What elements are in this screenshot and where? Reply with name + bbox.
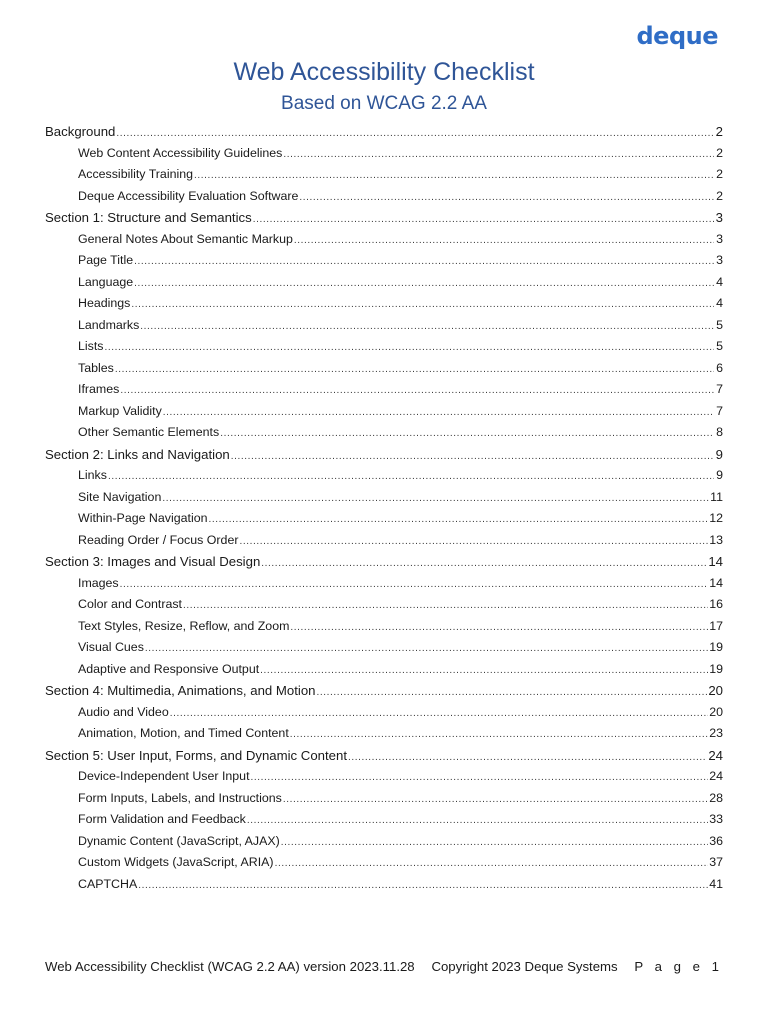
toc-dot-leader <box>134 272 714 295</box>
toc-subsection-entry[interactable] <box>45 250 723 272</box>
toc-dot-leader <box>183 594 708 617</box>
footer-page-number: P a g e 1 <box>634 959 723 974</box>
toc-subsection-entry[interactable] <box>45 788 723 810</box>
toc-dot-leader <box>194 164 714 187</box>
toc-entry-page-number: 4 <box>716 274 723 289</box>
toc-subsection-entry[interactable] <box>45 573 723 595</box>
toc-section-entry[interactable] <box>45 680 723 702</box>
toc-entry-page-number: 6 <box>716 360 723 375</box>
toc-entry-label: Web Content Accessibility Guidelines <box>78 145 283 160</box>
toc-dot-leader <box>131 293 714 316</box>
toc-entry-page-number: 23 <box>709 726 723 740</box>
deque-logo: deque <box>636 22 718 50</box>
toc-entry-page-number: 33 <box>709 812 723 826</box>
toc-entry-page-number: 24 <box>709 769 723 783</box>
toc-subsection-entry[interactable] <box>45 465 723 487</box>
toc-dot-leader <box>115 358 714 381</box>
toc-entry-page-number: 14 <box>708 554 723 569</box>
toc-dot-leader <box>294 229 714 252</box>
toc-subsection-entry[interactable] <box>45 766 723 788</box>
toc-entry-page-number: 19 <box>709 661 723 676</box>
toc-entry-page-number: 17 <box>709 618 723 633</box>
page-title: Web Accessibility Checklist <box>233 58 535 86</box>
toc-subsection-entry[interactable] <box>45 637 723 659</box>
toc-dot-leader <box>163 401 714 424</box>
toc-entry-label: Reading Order / Focus Order <box>78 532 239 547</box>
toc-dot-leader <box>283 143 714 166</box>
toc-subsection-entry[interactable] <box>45 831 723 853</box>
toc-section-entry[interactable] <box>45 121 723 143</box>
toc-subsection-entry[interactable] <box>45 659 723 681</box>
toc-subsection-entry[interactable] <box>45 272 723 294</box>
toc-entry-page-number: 3 <box>715 210 723 225</box>
toc-entry-page-number: 11 <box>710 489 723 504</box>
toc-dot-leader <box>231 444 714 468</box>
toc-subsection-entry[interactable] <box>45 379 723 401</box>
toc-subsection-entry[interactable] <box>45 358 723 380</box>
toc-entry-page-number: 9 <box>716 468 723 482</box>
toc-entry-page-number: 16 <box>709 597 723 611</box>
toc-dot-leader <box>104 336 714 359</box>
toc-entry-label: Headings <box>78 296 131 310</box>
toc-entry-page-number: 36 <box>709 833 723 848</box>
toc-dot-leader <box>140 315 714 338</box>
toc-entry-page-number: 20 <box>709 704 723 719</box>
toc-dot-leader <box>281 831 708 854</box>
toc-entry-page-number: 41 <box>709 876 723 891</box>
toc-entry-label: Markup Validity <box>78 403 162 418</box>
toc-entry-page-number: 2 <box>716 188 723 203</box>
toc-entry-page-number: 7 <box>716 382 723 396</box>
toc-entry-page-number: 2 <box>716 145 723 160</box>
toc-entry-page-number: 37 <box>709 855 723 869</box>
toc-entry-label: Section 4: Multimedia, Animations, and Motion <box>45 683 316 698</box>
toc-subsection-entry[interactable] <box>45 293 723 315</box>
toc-entry-label: Custom Widgets (JavaScript, ARIA) <box>78 855 274 869</box>
toc-dot-leader <box>239 530 708 553</box>
toc-entry-label: Section 1: Structure and Semantics <box>45 210 252 225</box>
toc-entry-page-number: 24 <box>708 747 723 763</box>
toc-entry-label: Text Styles, Resize, Reflow, and Zoom <box>78 618 290 633</box>
page-footer <box>45 959 723 974</box>
footer-version: Web Accessibility Checklist (WCAG 2.2 AA) version 2023.11.28 <box>45 959 415 974</box>
toc-entry-page-number: 14 <box>709 575 723 590</box>
toc-entry-label: Section 2: Links and Navigation <box>45 446 230 462</box>
toc-entry-label: Color and Contrast <box>78 597 182 611</box>
toc-entry-label: Images <box>78 575 119 590</box>
toc-dot-leader <box>120 379 714 402</box>
toc-entry-label: Background <box>45 124 116 139</box>
toc-entry-label: Section 5: User Input, Forms, and Dynamic Content <box>45 747 347 763</box>
toc-dot-leader <box>138 874 708 897</box>
toc-dot-leader <box>317 680 708 704</box>
toc-entry-label: Accessibility Training <box>78 167 194 181</box>
toc-section-entry[interactable] <box>45 551 723 573</box>
toc-entry-page-number: 12 <box>709 511 723 525</box>
toc-dot-leader <box>251 766 709 789</box>
toc-entry-label: Links <box>78 468 107 482</box>
toc-subsection-entry[interactable] <box>45 401 723 423</box>
toc-entry-label: Tables <box>78 360 114 375</box>
toc-dot-leader <box>290 616 708 639</box>
toc-section-entry[interactable] <box>45 444 723 466</box>
toc-dot-leader <box>290 723 708 746</box>
toc-subsection-entry[interactable] <box>45 852 723 874</box>
toc-subsection-entry[interactable] <box>45 723 723 745</box>
toc-dot-leader <box>261 551 707 575</box>
toc-subsection-entry[interactable] <box>45 874 723 896</box>
toc-entry-page-number: 13 <box>709 532 723 547</box>
toc-entry-page-number: 8 <box>716 425 723 439</box>
toc-subsection-entry[interactable] <box>45 186 723 208</box>
toc-entry-page-number: 3 <box>716 253 723 267</box>
toc-dot-leader <box>275 852 709 875</box>
toc-entry-page-number: 2 <box>716 167 723 181</box>
toc-subsection-entry[interactable] <box>45 422 723 444</box>
toc-entry-label: Within-Page Navigation <box>78 511 208 525</box>
toc-dot-leader <box>260 659 708 682</box>
toc-dot-leader <box>170 702 708 725</box>
toc-dot-leader <box>283 788 708 811</box>
toc-entry-label: Device-Independent User Input <box>78 769 250 783</box>
toc-subsection-entry[interactable] <box>45 336 723 358</box>
footer-copyright: Copyright 2023 Deque Systems <box>431 959 618 974</box>
toc-entry-label: CAPTCHA <box>78 876 138 891</box>
toc-entry-label: Visual Cues <box>78 640 144 654</box>
toc-entry-label: Adaptive and Responsive Output <box>78 661 260 676</box>
toc-dot-leader <box>220 422 714 445</box>
toc-subsection-entry[interactable] <box>45 702 723 724</box>
toc-entry-page-number: 28 <box>709 790 723 805</box>
toc-entry-label: Form Validation and Feedback <box>78 812 246 826</box>
toc-entry-label: Other Semantic Elements <box>78 425 220 439</box>
toc-dot-leader <box>348 745 707 769</box>
toc-dot-leader <box>120 573 709 596</box>
toc-entry-label: Audio and Video <box>78 704 169 719</box>
toc-entry-page-number: 7 <box>716 403 723 418</box>
toc-dot-leader <box>253 207 714 231</box>
toc-entry-page-number: 19 <box>709 640 723 654</box>
toc-entry-label: Form Inputs, Labels, and Instructions <box>78 790 282 805</box>
toc-entry-label: Dynamic Content (JavaScript, AJAX) <box>78 833 280 848</box>
toc-section-entry[interactable] <box>45 207 723 229</box>
toc-subsection-entry[interactable] <box>45 594 723 616</box>
toc-dot-leader <box>162 487 709 510</box>
toc-entry-page-number: 5 <box>716 317 723 332</box>
toc-entry-page-number: 5 <box>716 339 723 353</box>
toc-dot-leader <box>145 637 708 660</box>
toc-entry-page-number: 4 <box>716 296 723 310</box>
toc-subsection-entry[interactable] <box>45 508 723 530</box>
toc-entry-page-number: 20 <box>708 683 723 698</box>
table-of-contents <box>45 121 723 895</box>
toc-subsection-entry[interactable] <box>45 487 723 509</box>
toc-entry-page-number: 2 <box>715 124 723 139</box>
toc-subsection-entry[interactable] <box>45 530 723 552</box>
toc-entry-label: Page Title <box>78 253 134 267</box>
page-subtitle: Based on WCAG 2.2 AA <box>281 93 487 114</box>
toc-entry-label: Site Navigation <box>78 489 162 504</box>
toc-entry-label: Language <box>78 274 134 289</box>
toc-subsection-entry[interactable] <box>45 229 723 251</box>
toc-section-entry[interactable] <box>45 745 723 767</box>
toc-dot-leader <box>208 508 708 531</box>
toc-dot-leader <box>247 809 708 832</box>
toc-subsection-entry[interactable] <box>45 616 723 638</box>
toc-subsection-entry[interactable] <box>45 315 723 337</box>
toc-entry-label: Iframes <box>78 382 120 396</box>
toc-entry-label: Landmarks <box>78 317 140 332</box>
toc-subsection-entry[interactable] <box>45 809 723 831</box>
toc-entry-label: Animation, Motion, and Timed Content <box>78 726 289 740</box>
toc-entry-label: Lists <box>78 339 104 353</box>
toc-entry-label: General Notes About Semantic Markup <box>78 231 293 246</box>
toc-entry-page-number: 3 <box>716 231 723 246</box>
toc-dot-leader <box>116 121 714 145</box>
toc-subsection-entry[interactable] <box>45 164 723 186</box>
toc-dot-leader <box>134 250 714 273</box>
toc-entry-label: Section 3: Images and Visual Design <box>45 554 261 569</box>
toc-dot-leader <box>108 465 714 488</box>
toc-entry-page-number: 9 <box>715 446 723 462</box>
toc-subsection-entry[interactable] <box>45 143 723 165</box>
toc-dot-leader <box>299 186 714 209</box>
toc-entry-label: Deque Accessibility Evaluation Software <box>78 188 299 203</box>
